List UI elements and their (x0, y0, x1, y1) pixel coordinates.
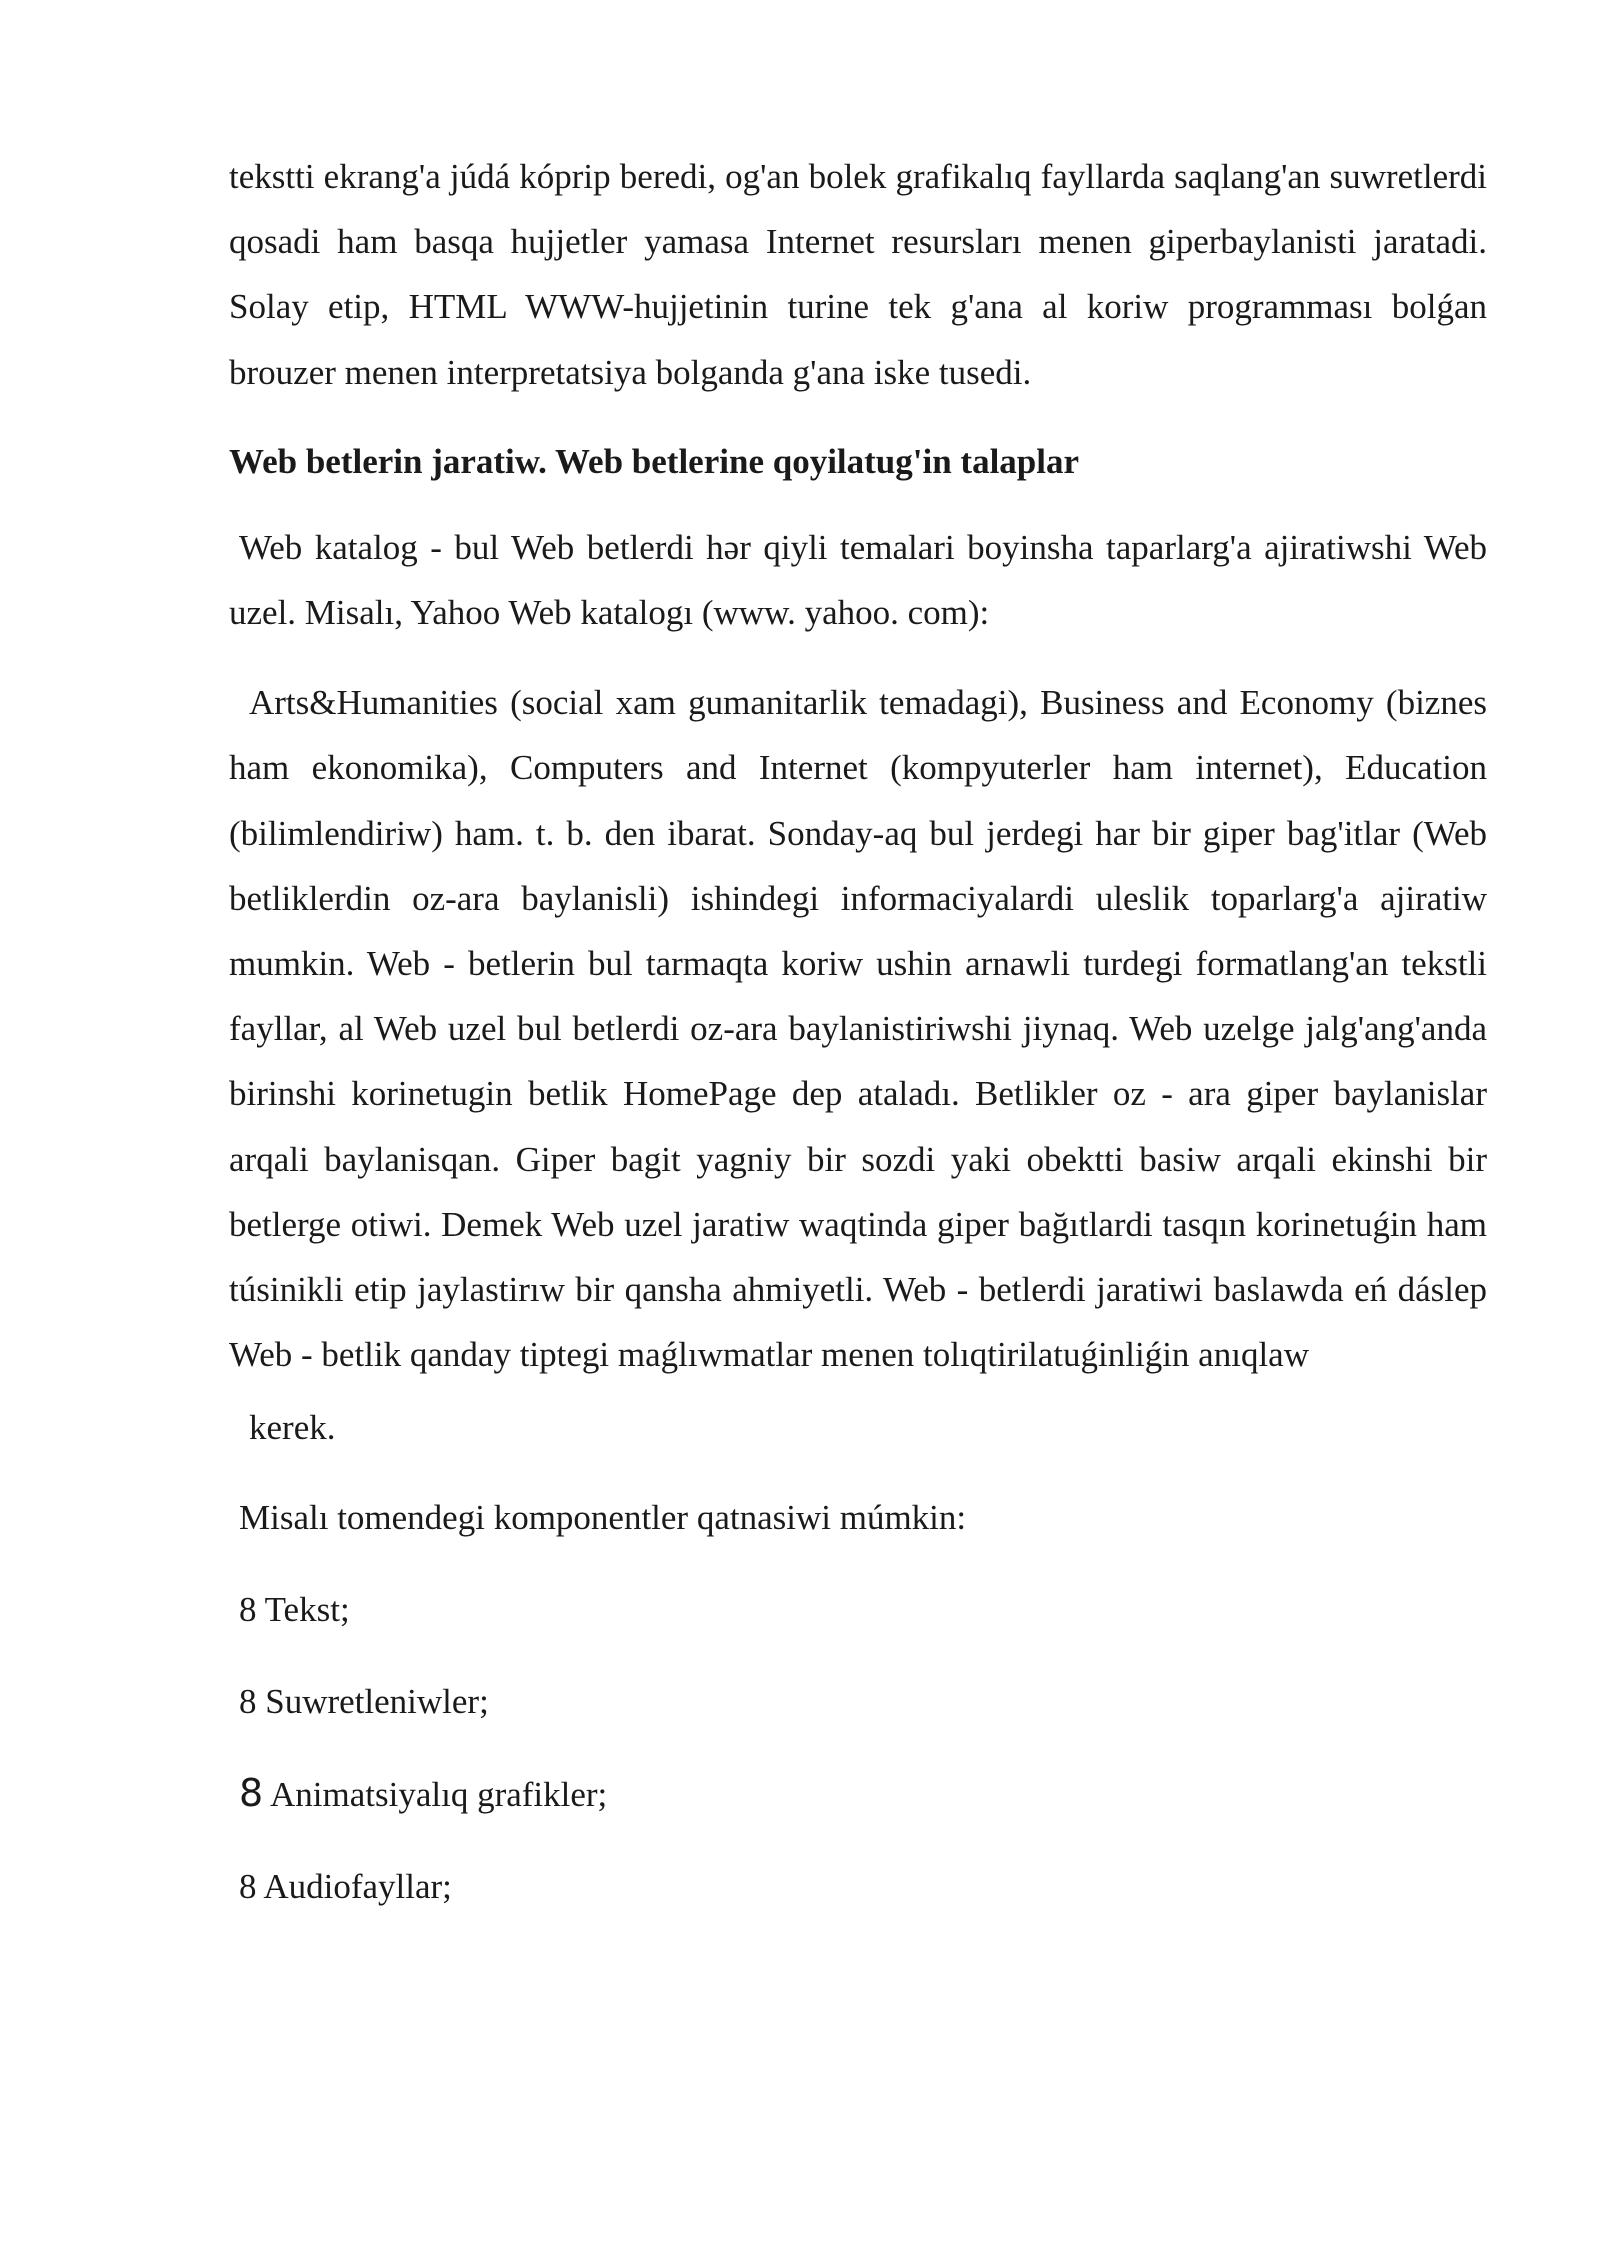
paragraph-yahoo-categories-text: Arts&Humanities (social xam gumanitarlik temadagi), Business and Economy (biznes ham ekonomika), Computers and Internet (kompyuterler ham internet), Education (bilimlendiriw) ham. t. b. den ibarat. Sonday-aq bul jerdegi har bir giper bag'itlar (Web betliklerdin oz-ara baylanisli) ishindegi informaciyalardi uleslik toparlarg'a ajiratiw mumkin. Web - betlerin bul tarmaqta koriw ushin arnawli turdegi formatlang'an tekstli fayllar, al Web uzel bul betlerdi oz-ara baylanistiriwshi jiynaq. Web uzelge jalg'ang'anda birinshi korinetugin betlik HomePage dep ataladı. Betlikler oz - ara giper baylanislar arqali baylanisqan. Giper bagit yagniy bir sozdi yaki obektti basiw arqali ekinshi bir betlerge otiwi. Demek Web uzel jaratiw waqtinda giper bağıtlardi tasqın korinetuǵin ham túsinikli etip jaylastirıw bir qansha ahmiyetli. Web - betlerdi jaratiwi baslawda eń dáslep Web - betlik qanday tiptegi maǵlıwmatlar menen tolıqtirilatuǵinliǵin anıqlaw (229, 683, 1487, 1375)
list-item (229, 1761, 1487, 1827)
component-list (229, 1577, 1487, 1919)
list-item-text: Audiofayllar; (263, 1866, 452, 1906)
list-item-text: Tekst; (264, 1589, 350, 1629)
list-item (229, 1854, 1487, 1919)
paragraph-yahoo-categories-end: kerek. (249, 1408, 336, 1448)
paragraph-components-intro: Misalı tomendegi komponentler qatnasiwi múmkin: (239, 1497, 967, 1537)
list-item (229, 1669, 1487, 1734)
paragraph-web-catalog: Web katalog - bul Web betlerdi hər qiyli temalari boyinsha taparlarg'a ajiratiwshi Web uzel. Misalı, Yahoo Web katalogı (www. yahoo. com): (229, 527, 1487, 633)
document-body (229, 144, 1487, 1946)
list-bullet: 8 (239, 1866, 257, 1906)
list-item-text: Animatsiyalıq grafikler; (270, 1774, 608, 1814)
list-item (229, 1577, 1487, 1642)
list-bullet: 8 (239, 1589, 257, 1629)
paragraph-html-intro: tekstti ekrang'a júdá kóprip beredi, og'an bolek grafikalıq fayllarda saqlang'an suwretlerdi qosadi ham basqa hujjetler yamasa Internet resursları menen giperbaylanisti jaratadi. Solay etip, HTML WWW-hujjetinin turine tek g'ana al koriw programması bolǵan brouzer menen interpretatsiya bolganda g'ana iske tusedi. (229, 157, 1487, 392)
list-item-text: Suwretleniwler; (265, 1681, 489, 1721)
list-bullet: 8 (239, 1770, 264, 1815)
list-bullet: 8 (239, 1681, 257, 1721)
section-heading: Web betlerin jaratiw. Web betlerine qoyilatug'in talaplar (229, 441, 1080, 481)
paragraph-yahoo-categories (229, 670, 1487, 1460)
